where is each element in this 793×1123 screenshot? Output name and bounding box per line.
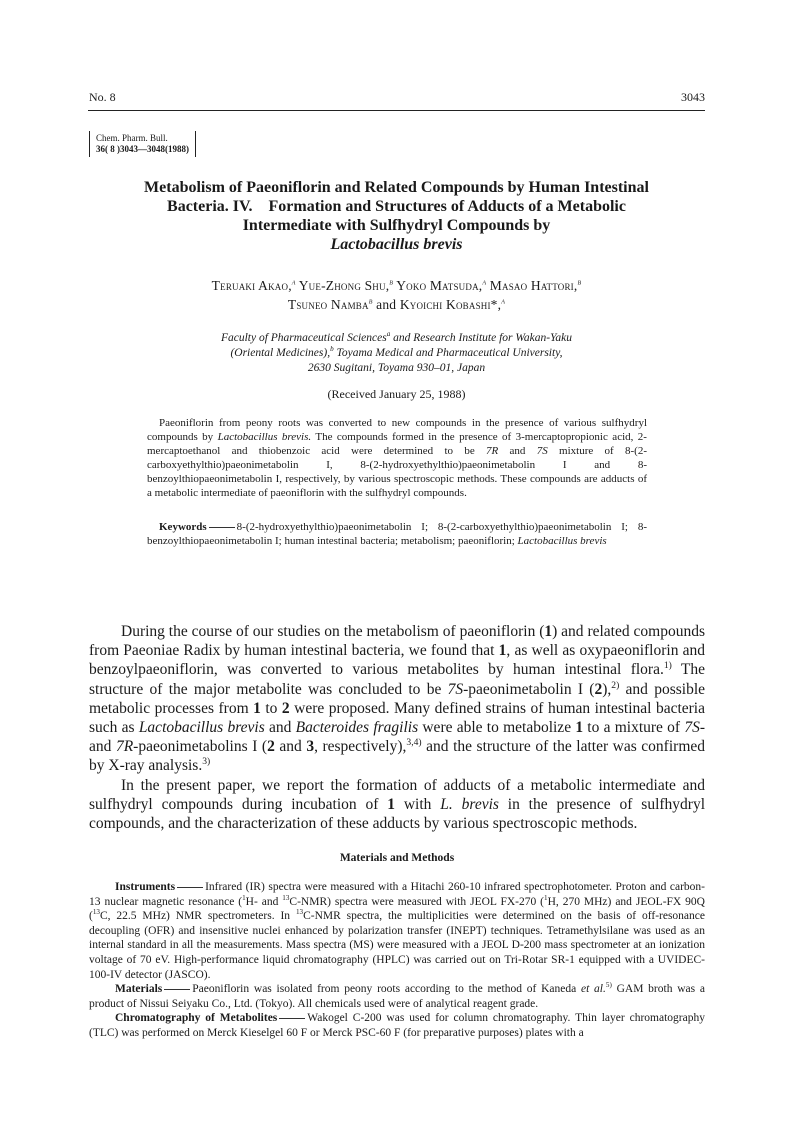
paragraph: In the present paper, we report the formation of adducts of a metabolic intermediate and sulfhydryl compounds during incubation of 1 with L. brevis in the presence of sulfhydryl compounds, and the characterization of these adducts by various spectroscopic methods. (89, 776, 705, 833)
reference-mark: 5) (605, 981, 612, 990)
paragraph: Instruments Infrared (IR) spectra were measured with a Hitachi 260-10 infrared spectrophotometer. Proton and carbon-13 nuclear magnetic resonance ($^1$H- and $^{13}$C-NMR) spectra were measured with JEOL FX-270 ($^1$H, 270 MHz) and JEOL-FX 90Q ($^{13}$C, 22.5 MHz) NMR spectrometers. In $^{13}$C-NMR spectra, the multiplicities were determined on the basis of off-resonance decoupling (OFR) and insensitive nuclei enhanced by polarization transfer (INEPT) techniques. Tetramethylsilane was used as an internal standard in all the measurements. Mass spectra (MS) were measured with a JEOL D-200 mass spectrometer at an ionization voltage of 70 eV. High-performance liquid chromatography (HPLC) was carried out on Tri-Rotar SR-1 equipped with a UVIDEC-100-IV detector (JASCO). (89, 881, 705, 981)
affil-mark: a (501, 296, 506, 306)
paragraph: During the course of our studies on the metabolism of paeoniflorin (1) and related compounds from Paeoniae Radix by human intestinal bacteria, we found that 1, as well as oxypaeoniflorin and benzoylpaeoniflorin, was converted to various metabolites by human intestinal flora.$^{1)}$ The structure of the major metabolite was concluded to be 7S-paeonimetabolin I (2),$^{2)}$ and possible metabolic processes from 1 to 2 were proposed. Many defined strains of human intestinal bacteria such as Lactobacillus brevis and Bacteroides fragilis were able to metabolize 1 to a mixture of 7S- and 7R-paeonimetabolins I (2 and 3, respectively),$^{3,4)}$ and the structure of the latter was confirmed by X-ray analysis.$^{3)}$ (89, 623, 706, 775)
keywords (147, 521, 647, 549)
abstract-stereo: 7S (536, 444, 548, 457)
reference-mark: 3,4) (406, 737, 422, 749)
abstract-text: and (498, 444, 537, 457)
author-and: and (376, 297, 397, 312)
abstract-species: Lactobacillus brevis. (217, 430, 312, 443)
section-heading: Materials and Methods (339, 852, 455, 864)
em-dash (279, 1018, 305, 1019)
em-dash (209, 527, 235, 528)
affil-mark: b (577, 277, 582, 287)
run-in-heading: Chromatography of Metabolites (115, 1012, 278, 1025)
keywords-species: Lactobacillus brevis (517, 534, 607, 547)
article-title (100, 178, 693, 254)
reference-mark: 3) (202, 756, 211, 768)
affiliation-text: Toyama Medical and Pharmaceutical University, (336, 347, 563, 359)
affil-mark: b (330, 345, 334, 354)
reference-mark: 2) (611, 679, 620, 691)
title-line: Metabolism of Paeoniflorin and Related Compounds by Human Intestinal (144, 179, 649, 196)
paragraph: Materials Paeoniflorin was isolated from peony roots according to the method of Kaneda et al.$^{5)}$ GAM broth was a product of Nissui Seiyaku Co., Ltd. (Tokyo). All chemicals used were of analytical reagent grade. (89, 981, 705, 1010)
introduction (89, 622, 705, 833)
affil-mark: a (291, 277, 296, 287)
paragraph: Chromatography of Metabolites Wakogel C-200 was used for column chromatography. Thin layer chromatography (TLC) was performed on Merck Kieselgel 60 F or Merck PSC-60 F (for preparative purposes) plates with a (89, 1012, 705, 1039)
citation-journal: Chem. Pharm. Bull. (96, 133, 168, 143)
received-date: (Received January 25, 1988) (327, 387, 466, 401)
citation-volume: 36( 8 )3043—3048(1988) (96, 144, 189, 154)
reference-mark: 1) (663, 660, 672, 672)
title-line: Lactobacillus brevis (330, 236, 463, 253)
abstract-text: Paeoniflorin from peony roots was converted to new compounds in the presence of various sulfhydryl compounds by (147, 417, 647, 443)
affiliation-text: Faculty of Pharmaceutical Sciences (220, 332, 387, 344)
em-dash (164, 989, 190, 990)
header-rule (88, 110, 705, 111)
title-line: Intermediate with Sulfhydryl Compounds by (242, 217, 551, 234)
page-number: 3043 (681, 90, 705, 104)
run-in-heading: Instruments (115, 881, 176, 893)
affil-mark: b (368, 296, 373, 306)
abstract-text: mixture of 8-(2-carboxyethylthio)paeonimetabolin I, 8-(2-hydroxyethylthio)paeonimetabolin I and 8-benzoylthiopaeonimetabolin I, respectively, by various spectroscopic methods. These compounds are adducts of a metabolic intermediate of paeoniflorin with the sulfhydryl compounds. (147, 444, 647, 499)
affil-mark: a (386, 330, 391, 339)
affil-mark: b (389, 277, 394, 287)
affil-mark: a (482, 277, 487, 287)
abstract (147, 417, 647, 500)
keywords-text: 8-(2-hydroxyethylthio)paeonimetabolin I; 8-(2-carboxyethylthio)paeonimetabolin I; 8-benzoylthiopaeonimetabolin I; human intestinal bacteria; metabolism; paeoniflorin; (147, 521, 647, 547)
author-name: Teruaki Akao, (211, 278, 292, 293)
affiliation-address: 2630 Sugitani, Toyama 930–01, Japan (307, 362, 486, 374)
author-name: Yoko Matsuda, (396, 278, 483, 293)
keywords-label: Keywords (159, 521, 207, 533)
abstract-text: The compounds formed in the presence of 3-mercaptopropionic acid, 2-mercaptoethanol and thiobenzoic acid were determined to be (147, 430, 647, 457)
methods (89, 880, 705, 1041)
title-line: Bacteria. IV. Formation and Structures of Adducts of a Metabolic (167, 198, 626, 215)
citation-box (89, 131, 196, 157)
affiliation-text: (Oriental Medicines), (230, 347, 331, 359)
author-name: Masao Hattori, (489, 278, 578, 293)
author-name: Yue-Zhong Shu, (298, 278, 390, 293)
run-in-heading: Materials (115, 983, 163, 996)
author-name: Tsuneo Namba (287, 297, 369, 312)
journal-issue: No. 8 (89, 90, 116, 104)
em-dash (177, 887, 203, 888)
author-name: Kyoichi Kobashi*, (399, 297, 502, 312)
affiliation-text: and Research Institute for Wakan-Yaku (393, 332, 573, 344)
author-list (100, 276, 693, 314)
affiliation (100, 331, 693, 376)
abstract-stereo: 7R (486, 444, 499, 457)
